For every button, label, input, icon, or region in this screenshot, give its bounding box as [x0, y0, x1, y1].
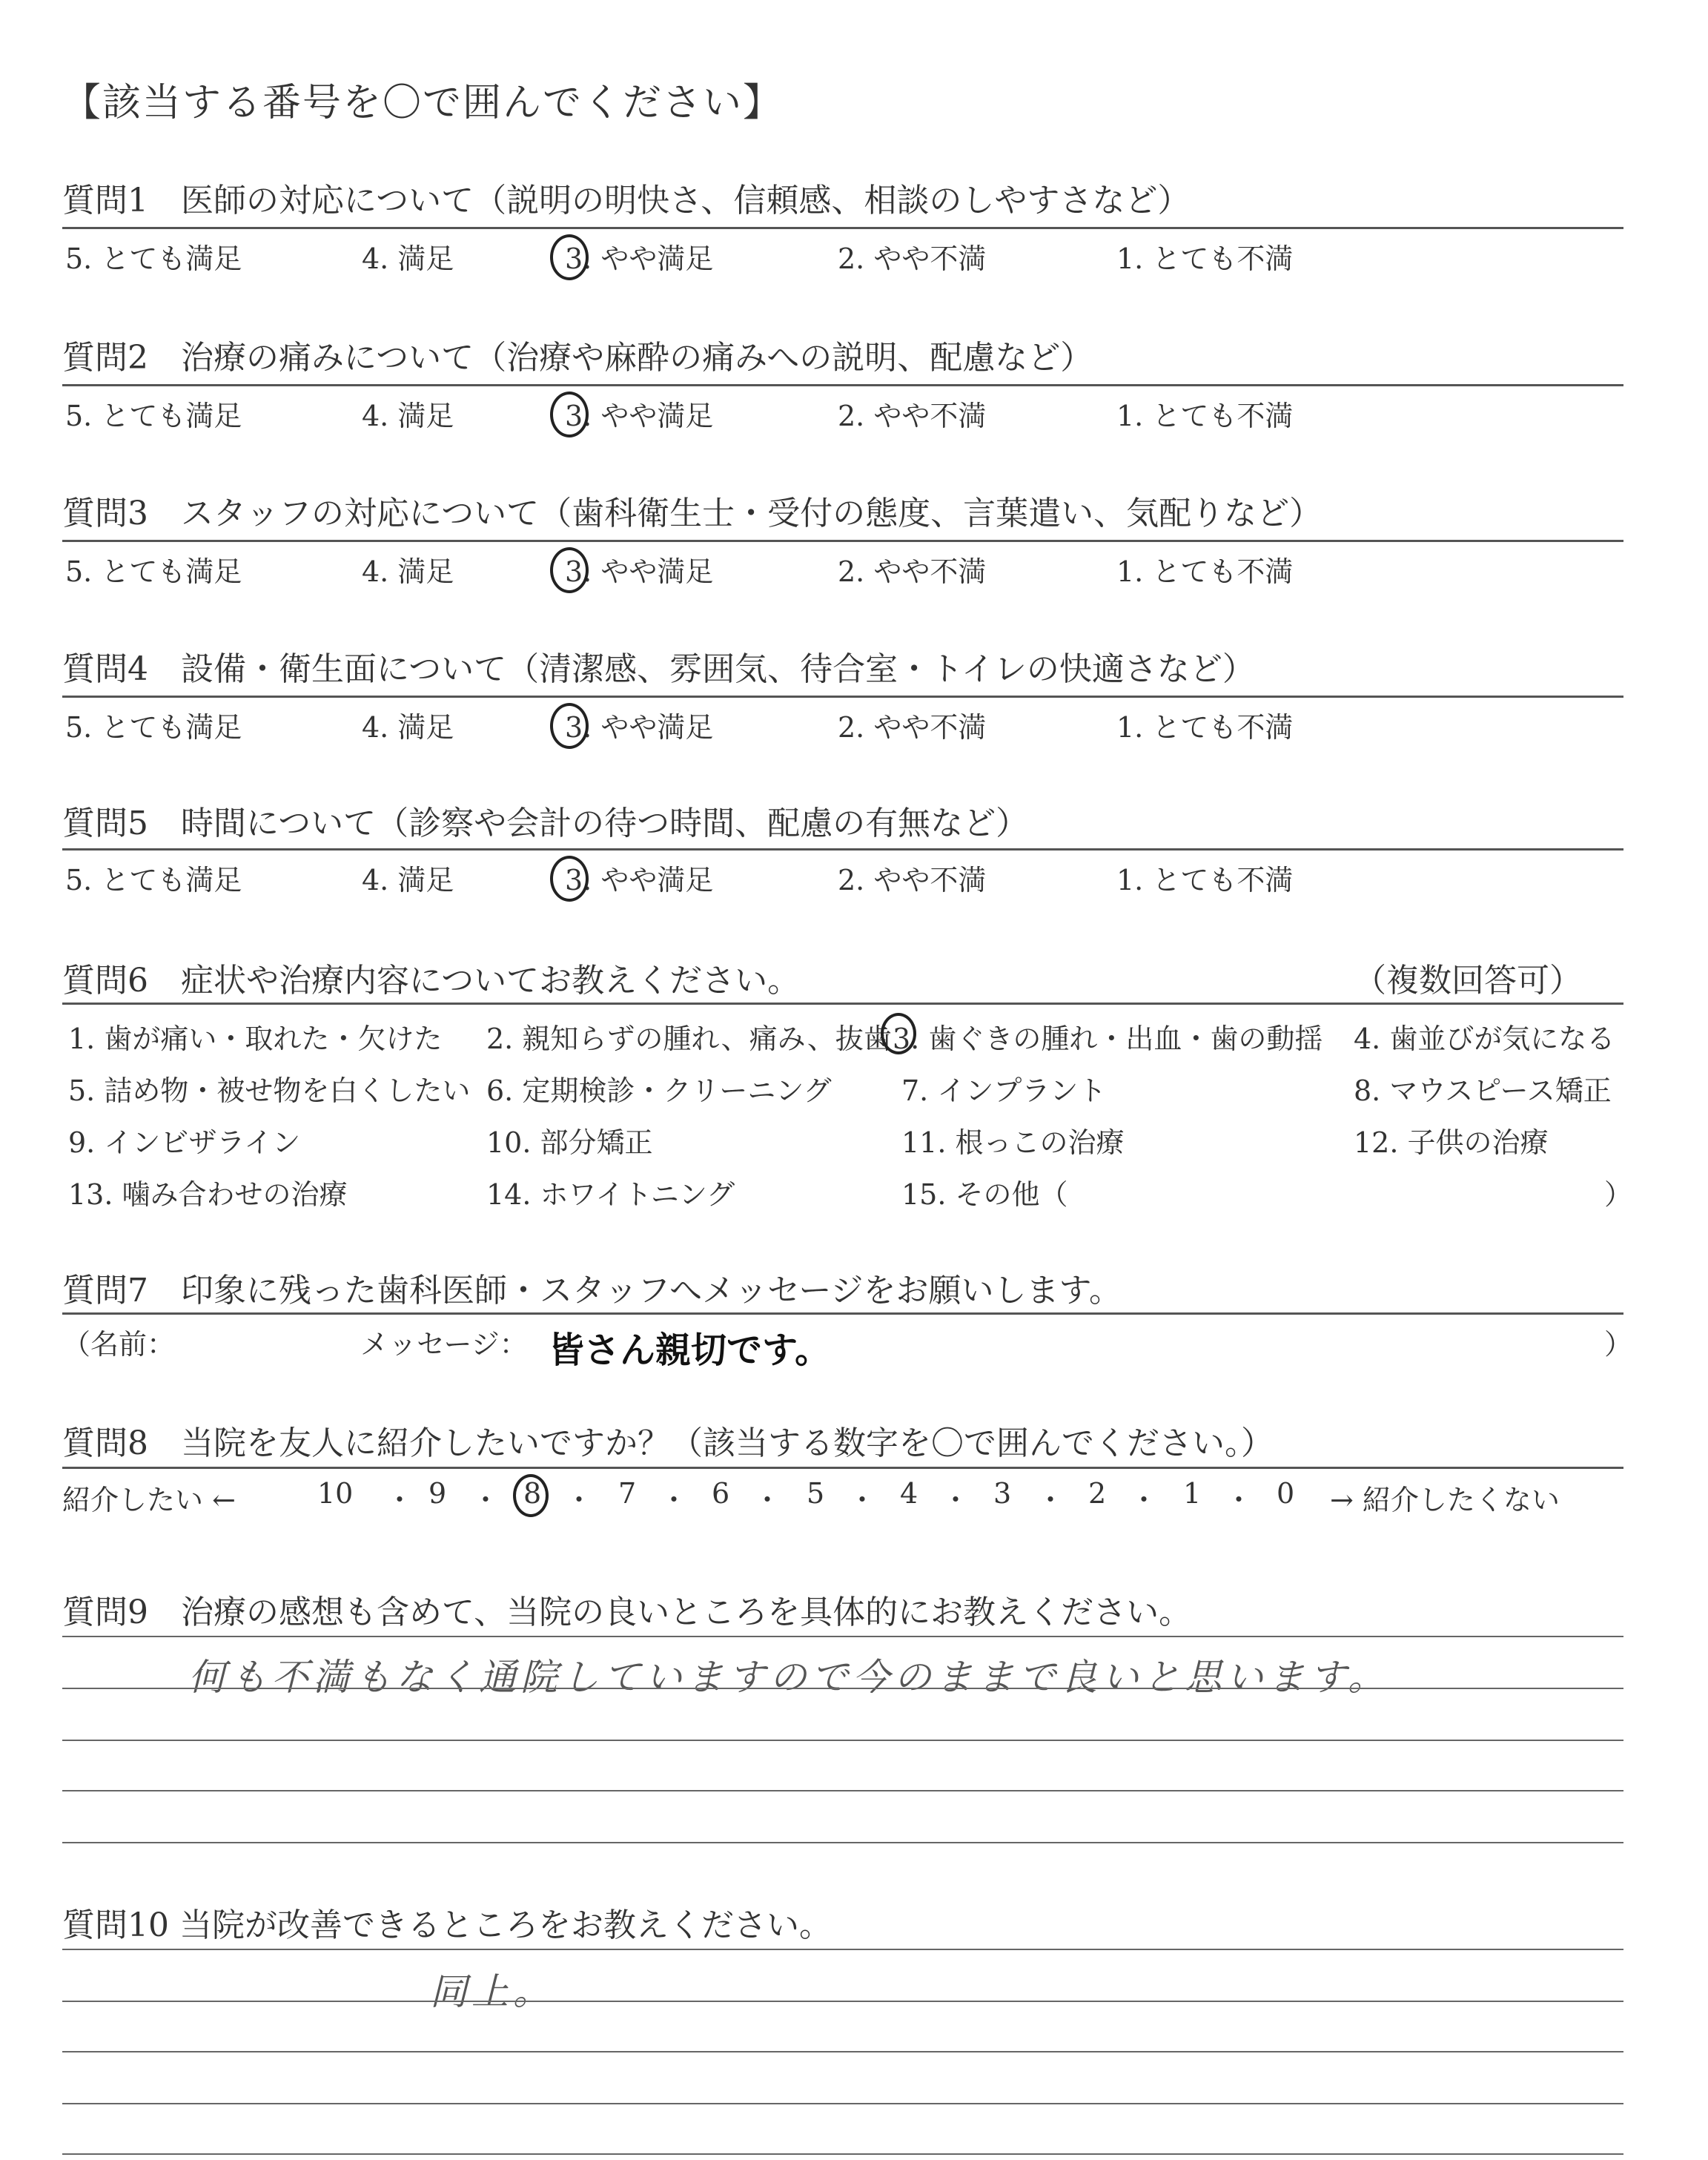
- q8-score-8[interactable]: 8: [523, 1477, 542, 1510]
- q1-opt-1[interactable]: 1. とても不満: [1116, 242, 1294, 275]
- q10-line: [62, 2153, 1623, 2155]
- q6-option-9[interactable]: 9. インビザライン: [68, 1126, 301, 1159]
- q5-title: 質問5 時間について（診察や会計の待つ時間、配慮の有無など）: [62, 805, 1029, 842]
- q6-option-6[interactable]: 6. 定期検診・クリーニング: [486, 1074, 832, 1107]
- q8-score-1[interactable]: 1: [1183, 1477, 1202, 1510]
- q2-opt-3[interactable]: 3. やや満足: [565, 400, 714, 432]
- q6-other-close: ）: [1604, 1178, 1633, 1211]
- q8-score-4[interactable]: 4: [900, 1477, 918, 1510]
- q8-score-10[interactable]: 10: [317, 1477, 354, 1510]
- q4-opt-2[interactable]: 2. やや不満: [838, 711, 987, 744]
- q4-opt-3[interactable]: 3. やや満足: [565, 711, 714, 744]
- q3-opt-5[interactable]: 5. とても満足: [65, 555, 242, 588]
- q8-dot: ・: [660, 1484, 689, 1516]
- q10-line: [62, 2103, 1623, 2104]
- q5-rule: [62, 848, 1623, 851]
- q5-opt-2[interactable]: 2. やや不満: [838, 864, 987, 896]
- q2-opt-4[interactable]: 4. 満足: [362, 400, 454, 432]
- q7-title: 質問7 印象に残った歯科医師・スタッフへメッセージをお願いします。: [62, 1272, 1122, 1309]
- q4-rule: [62, 696, 1623, 698]
- q8-left-label: 紹介したい ←: [62, 1484, 236, 1516]
- q6-option-5[interactable]: 5. 詰め物・被せ物を白くしたい: [68, 1074, 471, 1107]
- q8-dot: ・: [471, 1484, 500, 1516]
- q4-selection-circle: [550, 703, 589, 749]
- q9-line: [62, 1842, 1623, 1843]
- q5-opt-1[interactable]: 1. とても不満: [1116, 864, 1294, 896]
- q3-opt-3[interactable]: 3. やや満足: [565, 555, 714, 588]
- q9-answer-handwritten: 何も不満もなく通院していますので今のままで良いと思います。: [188, 1656, 1389, 1699]
- q3-opt-1[interactable]: 1. とても不満: [1116, 555, 1294, 588]
- q7-close-paren: ）: [1604, 1328, 1633, 1361]
- q5-opt-4[interactable]: 4. 満足: [362, 864, 454, 896]
- q5-opt-5[interactable]: 5. とても満足: [65, 864, 242, 896]
- q8-rule: [62, 1467, 1623, 1469]
- q3-opt-2[interactable]: 2. やや不満: [838, 555, 987, 588]
- q10-title: 質問10 当院が改善できるところをお教えください。: [62, 1906, 832, 1944]
- q6-option-13[interactable]: 13. 噛み合わせの治療: [68, 1178, 348, 1211]
- q8-dot: ・: [753, 1484, 782, 1516]
- q8-score-3[interactable]: 3: [993, 1477, 1012, 1510]
- q6-title: 質問6 症状や治療内容についてお教えください。: [62, 962, 801, 1000]
- q6-option-12[interactable]: 12. 子供の治療: [1354, 1126, 1549, 1159]
- q8-score-9[interactable]: 9: [428, 1477, 447, 1510]
- q2-title: 質問2 治療の痛みについて（治療や麻酔の痛みへの説明、配慮など）: [62, 339, 1093, 377]
- q3-opt-4[interactable]: 4. 満足: [362, 555, 454, 588]
- q6-option-1[interactable]: 1. 歯が痛い・取れた・欠けた: [68, 1023, 443, 1055]
- q2-opt-1[interactable]: 1. とても不満: [1116, 400, 1294, 432]
- q3-rule: [62, 540, 1623, 542]
- q3-selection-circle: [550, 547, 589, 593]
- q6-option-8[interactable]: 8. マウスピース矯正: [1354, 1074, 1612, 1107]
- q7-message-label: メッセージ：: [360, 1328, 528, 1361]
- q7-name-label: （名前：: [62, 1328, 176, 1361]
- q6-selection-circle: [881, 1013, 916, 1054]
- q6-option-2[interactable]: 2. 親知らずの腫れ、痛み、抜歯: [486, 1023, 892, 1055]
- q8-dot: ・: [1225, 1484, 1254, 1516]
- q8-dot: ・: [848, 1484, 877, 1516]
- q2-opt-2[interactable]: 2. やや不満: [838, 400, 987, 432]
- q6-option-7[interactable]: 7. インプラント: [901, 1074, 1107, 1107]
- q8-dot: ・: [1130, 1484, 1159, 1516]
- q8-score-2[interactable]: 2: [1088, 1477, 1107, 1510]
- q3-title: 質問3 スタッフの対応について（歯科衛生士・受付の態度、言葉遣い、気配りなど）: [62, 495, 1323, 532]
- q8-score-7[interactable]: 7: [618, 1477, 637, 1510]
- q2-selection-circle: [550, 392, 589, 437]
- q7-rule: [62, 1312, 1623, 1315]
- q6-option-4[interactable]: 4. 歯並びが気になる: [1354, 1023, 1615, 1055]
- q4-title: 質問4 設備・衛生面について（清潔感、雰囲気、待合室・トイレの快適さなど）: [62, 650, 1255, 688]
- q5-selection-circle: [550, 856, 589, 902]
- q8-score-6[interactable]: 6: [712, 1477, 730, 1510]
- q6-option-3[interactable]: 3. 歯ぐきの腫れ・出血・歯の動揺: [893, 1023, 1323, 1055]
- q6-option-11[interactable]: 11. 根っこの治療: [901, 1126, 1125, 1159]
- q10-answer-handwritten: 同上。: [430, 1970, 555, 2013]
- q2-rule: [62, 384, 1623, 386]
- q8-dot: ・: [565, 1484, 594, 1516]
- q6-rule: [62, 1003, 1623, 1005]
- q6-option-10[interactable]: 10. 部分矯正: [486, 1126, 653, 1159]
- q6-option-14[interactable]: 14. ホワイトニング: [486, 1178, 735, 1211]
- q9-title: 質問9 治療の感想も含めて、当院の良いところを具体的にお教えください。: [62, 1593, 1192, 1631]
- q10-line: [62, 1949, 1623, 1950]
- form-header: 【該当する番号を〇で囲んでください】: [62, 81, 784, 125]
- q9-line: [62, 1636, 1623, 1637]
- q1-opt-5[interactable]: 5. とても満足: [65, 242, 242, 275]
- q1-opt-3[interactable]: 3. やや満足: [565, 242, 714, 275]
- q1-opt-4[interactable]: 4. 満足: [362, 242, 454, 275]
- q6-option-15[interactable]: 15. その他（: [901, 1178, 1068, 1211]
- q8-score-0[interactable]: 0: [1277, 1477, 1295, 1510]
- q7-message-handwritten: 皆さん親切です。: [549, 1330, 831, 1371]
- q1-rule: [62, 227, 1623, 229]
- q1-opt-2[interactable]: 2. やや不満: [838, 242, 987, 275]
- q9-line: [62, 1740, 1623, 1741]
- q8-score-5[interactable]: 5: [807, 1477, 825, 1510]
- q8-dot: ・: [385, 1484, 414, 1516]
- q6-note: （複数回答可）: [1354, 962, 1582, 1000]
- q9-line: [62, 1688, 1623, 1689]
- q4-opt-4[interactable]: 4. 満足: [362, 711, 454, 744]
- q8-dot: ・: [1036, 1484, 1065, 1516]
- q1-selection-circle: [550, 234, 589, 280]
- q8-dot: ・: [941, 1484, 970, 1516]
- q4-opt-5[interactable]: 5. とても満足: [65, 711, 242, 744]
- q1-title: 質問1 医師の対応について（説明の明快さ、信頼感、相談のしやすさなど）: [62, 182, 1191, 219]
- q8-right-label: → 紹介したくない: [1330, 1484, 1560, 1516]
- q8-selection-circle: [513, 1474, 549, 1517]
- q4-opt-1[interactable]: 1. とても不満: [1116, 711, 1294, 744]
- q10-line: [62, 2001, 1623, 2002]
- q2-opt-5[interactable]: 5. とても満足: [65, 400, 242, 432]
- q8-title: 質問8 当院を友人に紹介したいですか？（該当する数字を〇で囲んでください。）: [62, 1424, 1274, 1462]
- q10-line: [62, 2051, 1623, 2052]
- q5-opt-3[interactable]: 3. やや満足: [565, 864, 714, 896]
- q9-line: [62, 1790, 1623, 1791]
